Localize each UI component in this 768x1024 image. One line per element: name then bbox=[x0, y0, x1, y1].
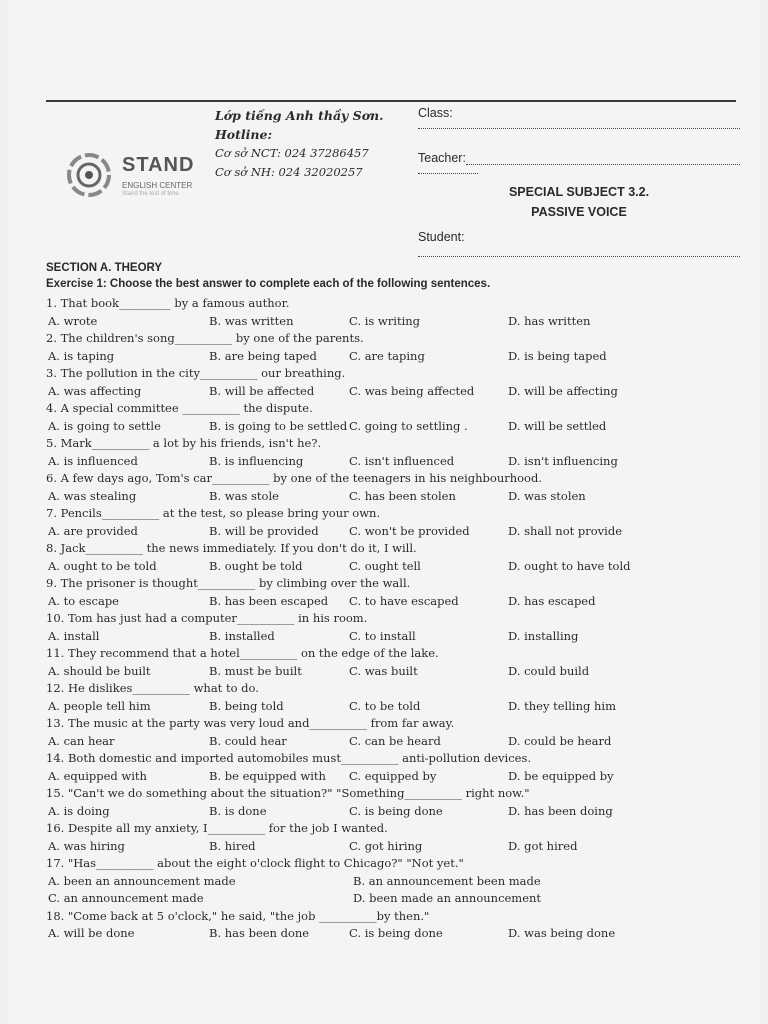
logo-subtitle: ENGLISH CENTER bbox=[122, 181, 193, 190]
option[interactable]: A. people tell him bbox=[48, 698, 151, 713]
option[interactable]: A. is influenced bbox=[48, 453, 138, 468]
question-text: 17. "Has__________ about the eight o'clock flight to Chicago?" "Not yet." bbox=[46, 856, 464, 870]
option-row bbox=[46, 734, 736, 752]
option-row bbox=[46, 664, 736, 682]
option[interactable]: A. equipped with bbox=[48, 768, 147, 783]
option[interactable]: D. isn't influencing bbox=[508, 453, 618, 468]
option[interactable]: A. is taping bbox=[48, 348, 115, 363]
option-row bbox=[46, 839, 736, 857]
option-row bbox=[46, 804, 736, 822]
option[interactable]: B. be equipped with bbox=[209, 768, 326, 783]
question-text: 3. The pollution in the city__________ our breathing. bbox=[46, 366, 346, 380]
option[interactable]: D. could be heard bbox=[508, 733, 612, 748]
option[interactable]: B. was stole bbox=[209, 488, 279, 503]
question-text: 7. Pencils__________ at the test, so please bring your own. bbox=[46, 506, 381, 520]
question-text: 16. Despite all my anxiety, I__________ for the job I wanted. bbox=[46, 821, 388, 835]
option[interactable]: B. hired bbox=[209, 838, 256, 853]
student-field[interactable] bbox=[418, 248, 740, 257]
center-info bbox=[215, 106, 383, 182]
option[interactable]: A. should be built bbox=[48, 663, 151, 678]
option[interactable]: A. are provided bbox=[48, 523, 138, 538]
worksheet-page bbox=[8, 0, 760, 1024]
option[interactable]: D. has been doing bbox=[508, 803, 613, 818]
option-row bbox=[46, 419, 736, 437]
option[interactable]: B. is going to be settled bbox=[209, 418, 348, 433]
option[interactable]: D. has written bbox=[508, 313, 591, 328]
option[interactable]: D. they telling him bbox=[508, 698, 616, 713]
option[interactable]: D. is being taped bbox=[508, 348, 607, 363]
option[interactable]: C. isn't influenced bbox=[349, 453, 455, 468]
exercise-title: Exercise 1: Choose the best answer to complete each of the following sentences. bbox=[46, 278, 491, 290]
question-text: 9. The prisoner is thought__________ by climbing over the wall. bbox=[46, 576, 411, 590]
option[interactable]: A. install bbox=[48, 628, 100, 643]
question-text: 10. Tom has just had a computer__________ in his room. bbox=[46, 611, 368, 625]
question-text: 6. A few days ago, Tom's car__________ by one of the teenagers in his neighbourhood. bbox=[46, 471, 542, 485]
option[interactable]: D. been made an announcement bbox=[353, 891, 542, 905]
option[interactable]: C. equipped by bbox=[349, 768, 437, 783]
option[interactable]: A. is doing bbox=[48, 803, 110, 818]
option[interactable]: B. is influencing bbox=[209, 453, 304, 468]
student-info-block bbox=[418, 106, 740, 257]
option-row bbox=[46, 926, 736, 944]
header-top-rule bbox=[46, 100, 736, 102]
option[interactable]: D. ought to have told bbox=[508, 558, 631, 573]
option[interactable]: C. are taping bbox=[349, 348, 425, 363]
teacher-field[interactable] bbox=[466, 156, 740, 165]
option-row bbox=[46, 891, 736, 909]
option[interactable]: B. was written bbox=[209, 313, 294, 328]
topic-title: PASSIVE VOICE bbox=[531, 205, 627, 219]
teacher-field-cont[interactable] bbox=[418, 165, 478, 174]
option[interactable]: C. to install bbox=[349, 628, 416, 643]
center-name: Lớp tiếng Anh thầy Sơn. bbox=[215, 108, 384, 123]
option[interactable]: B. is done bbox=[209, 803, 267, 818]
option-row bbox=[46, 349, 736, 367]
option[interactable]: B. an announcement been made bbox=[353, 873, 541, 888]
question-text: 15. "Can't we do something about the situation?" "Something__________ right now." bbox=[46, 786, 530, 800]
option[interactable]: B. installed bbox=[209, 628, 275, 643]
option[interactable]: D. installing bbox=[508, 628, 579, 643]
option[interactable]: B. could hear bbox=[209, 733, 287, 748]
exercise-content bbox=[46, 262, 736, 944]
option-row bbox=[46, 384, 736, 402]
option[interactable]: B. will be affected bbox=[209, 383, 315, 398]
question-text: 4. A special committee __________ the dispute. bbox=[46, 401, 313, 415]
branch-nct: Cơ sở NCT: 024 37286457 bbox=[215, 146, 369, 160]
option-row bbox=[46, 489, 736, 507]
option[interactable]: A. can hear bbox=[48, 733, 115, 748]
hotline-label: Hotline: bbox=[215, 127, 273, 142]
option[interactable]: A. will be done bbox=[48, 926, 135, 940]
option[interactable]: D. will be affecting bbox=[508, 383, 618, 398]
section-title: SECTION A. THEORY bbox=[46, 262, 163, 274]
option[interactable]: D. has escaped bbox=[508, 593, 596, 608]
stand-logo bbox=[58, 148, 228, 208]
option[interactable]: D. was being done bbox=[508, 926, 616, 940]
question-text: 1. That book_________ by a famous author. bbox=[46, 296, 290, 310]
option[interactable]: A. to escape bbox=[48, 593, 119, 608]
option[interactable]: A. been an announcement made bbox=[48, 873, 236, 888]
option[interactable]: D. was stolen bbox=[508, 488, 586, 503]
question-text: 14. Both domestic and imported automobiles must__________ anti-pollution devices. bbox=[46, 751, 532, 765]
class-label: Class: bbox=[418, 106, 453, 120]
option[interactable]: B. will be provided bbox=[209, 523, 319, 538]
option[interactable]: C. ought tell bbox=[349, 558, 421, 573]
option-row bbox=[46, 559, 736, 577]
question-text: 11. They recommend that a hotel__________ on the edge of the lake. bbox=[46, 646, 439, 660]
logo-slogan: Stand the test of time bbox=[122, 191, 179, 197]
option[interactable]: C. is being done bbox=[349, 803, 443, 818]
option[interactable]: C. can be heard bbox=[349, 733, 441, 748]
student-label: Student: bbox=[418, 230, 465, 244]
subject-title: SPECIAL SUBJECT 3.2. bbox=[508, 185, 650, 199]
option[interactable]: C. going to settling . bbox=[349, 418, 468, 433]
option[interactable]: D. got hired bbox=[508, 838, 578, 853]
question-text: 12. He dislikes__________ what to do. bbox=[46, 681, 259, 695]
stand-logo-icon bbox=[66, 152, 112, 198]
option-row bbox=[46, 699, 736, 717]
option-row bbox=[46, 769, 736, 787]
option[interactable]: B. must be built bbox=[209, 663, 302, 678]
option-row bbox=[46, 524, 736, 542]
option-row bbox=[46, 454, 736, 472]
class-field[interactable] bbox=[418, 120, 740, 129]
option[interactable]: D. shall not provide bbox=[508, 523, 623, 538]
option[interactable]: D. be equipped by bbox=[508, 768, 614, 783]
logo-name: STAND bbox=[122, 154, 195, 176]
option[interactable]: A. wrote bbox=[48, 313, 98, 328]
option[interactable]: C. won't be provided bbox=[349, 523, 470, 538]
option[interactable]: A. was affecting bbox=[48, 383, 142, 398]
option[interactable]: A. is going to settle bbox=[48, 418, 161, 433]
option[interactable]: C. has been stolen bbox=[349, 488, 456, 503]
option[interactable]: C. is writing bbox=[349, 313, 421, 328]
option[interactable]: C. was being affected bbox=[349, 383, 475, 398]
option[interactable]: D. will be settled bbox=[508, 418, 607, 433]
option[interactable]: C. got hiring bbox=[349, 838, 423, 853]
question-text: 5. Mark__________ a lot by his friends, isn't he?. bbox=[46, 436, 322, 450]
option[interactable]: B. being told bbox=[209, 698, 284, 713]
option[interactable]: B. has been done bbox=[209, 926, 310, 940]
option-row bbox=[46, 314, 736, 332]
option[interactable]: D. could build bbox=[508, 663, 590, 678]
option[interactable]: C. to have escaped bbox=[349, 593, 459, 608]
option[interactable]: A. ought to be told bbox=[48, 558, 157, 573]
option[interactable]: B. are being taped bbox=[209, 348, 317, 363]
option[interactable]: B. ought be told bbox=[209, 558, 303, 573]
question-text: 2. The children's song__________ by one of the parents. bbox=[46, 331, 364, 345]
option[interactable]: C. an announcement made bbox=[48, 891, 204, 905]
question-text: 13. The music at the party was very loud and__________ from far away. bbox=[46, 716, 455, 730]
question-list bbox=[46, 296, 736, 856]
option[interactable]: A. was stealing bbox=[48, 488, 137, 503]
option[interactable]: C. to be told bbox=[349, 698, 421, 713]
option[interactable]: C. was built bbox=[349, 663, 418, 678]
option[interactable]: A. was hiring bbox=[48, 838, 125, 853]
question-text: 18. "Come back at 5 o'clock," he said, "the job __________by then." bbox=[46, 908, 430, 923]
option-row bbox=[46, 594, 736, 612]
question-text: 8. Jack__________ the news immediately. If you don't do it, I will. bbox=[46, 541, 417, 555]
option[interactable]: C. is being done bbox=[349, 926, 443, 940]
option-row bbox=[46, 874, 736, 892]
branch-nh: Cơ sở NH: 024 32020257 bbox=[215, 165, 363, 179]
teacher-label: Teacher: bbox=[418, 151, 466, 165]
option[interactable]: B. has been escaped bbox=[209, 593, 329, 608]
option-row bbox=[46, 629, 736, 647]
